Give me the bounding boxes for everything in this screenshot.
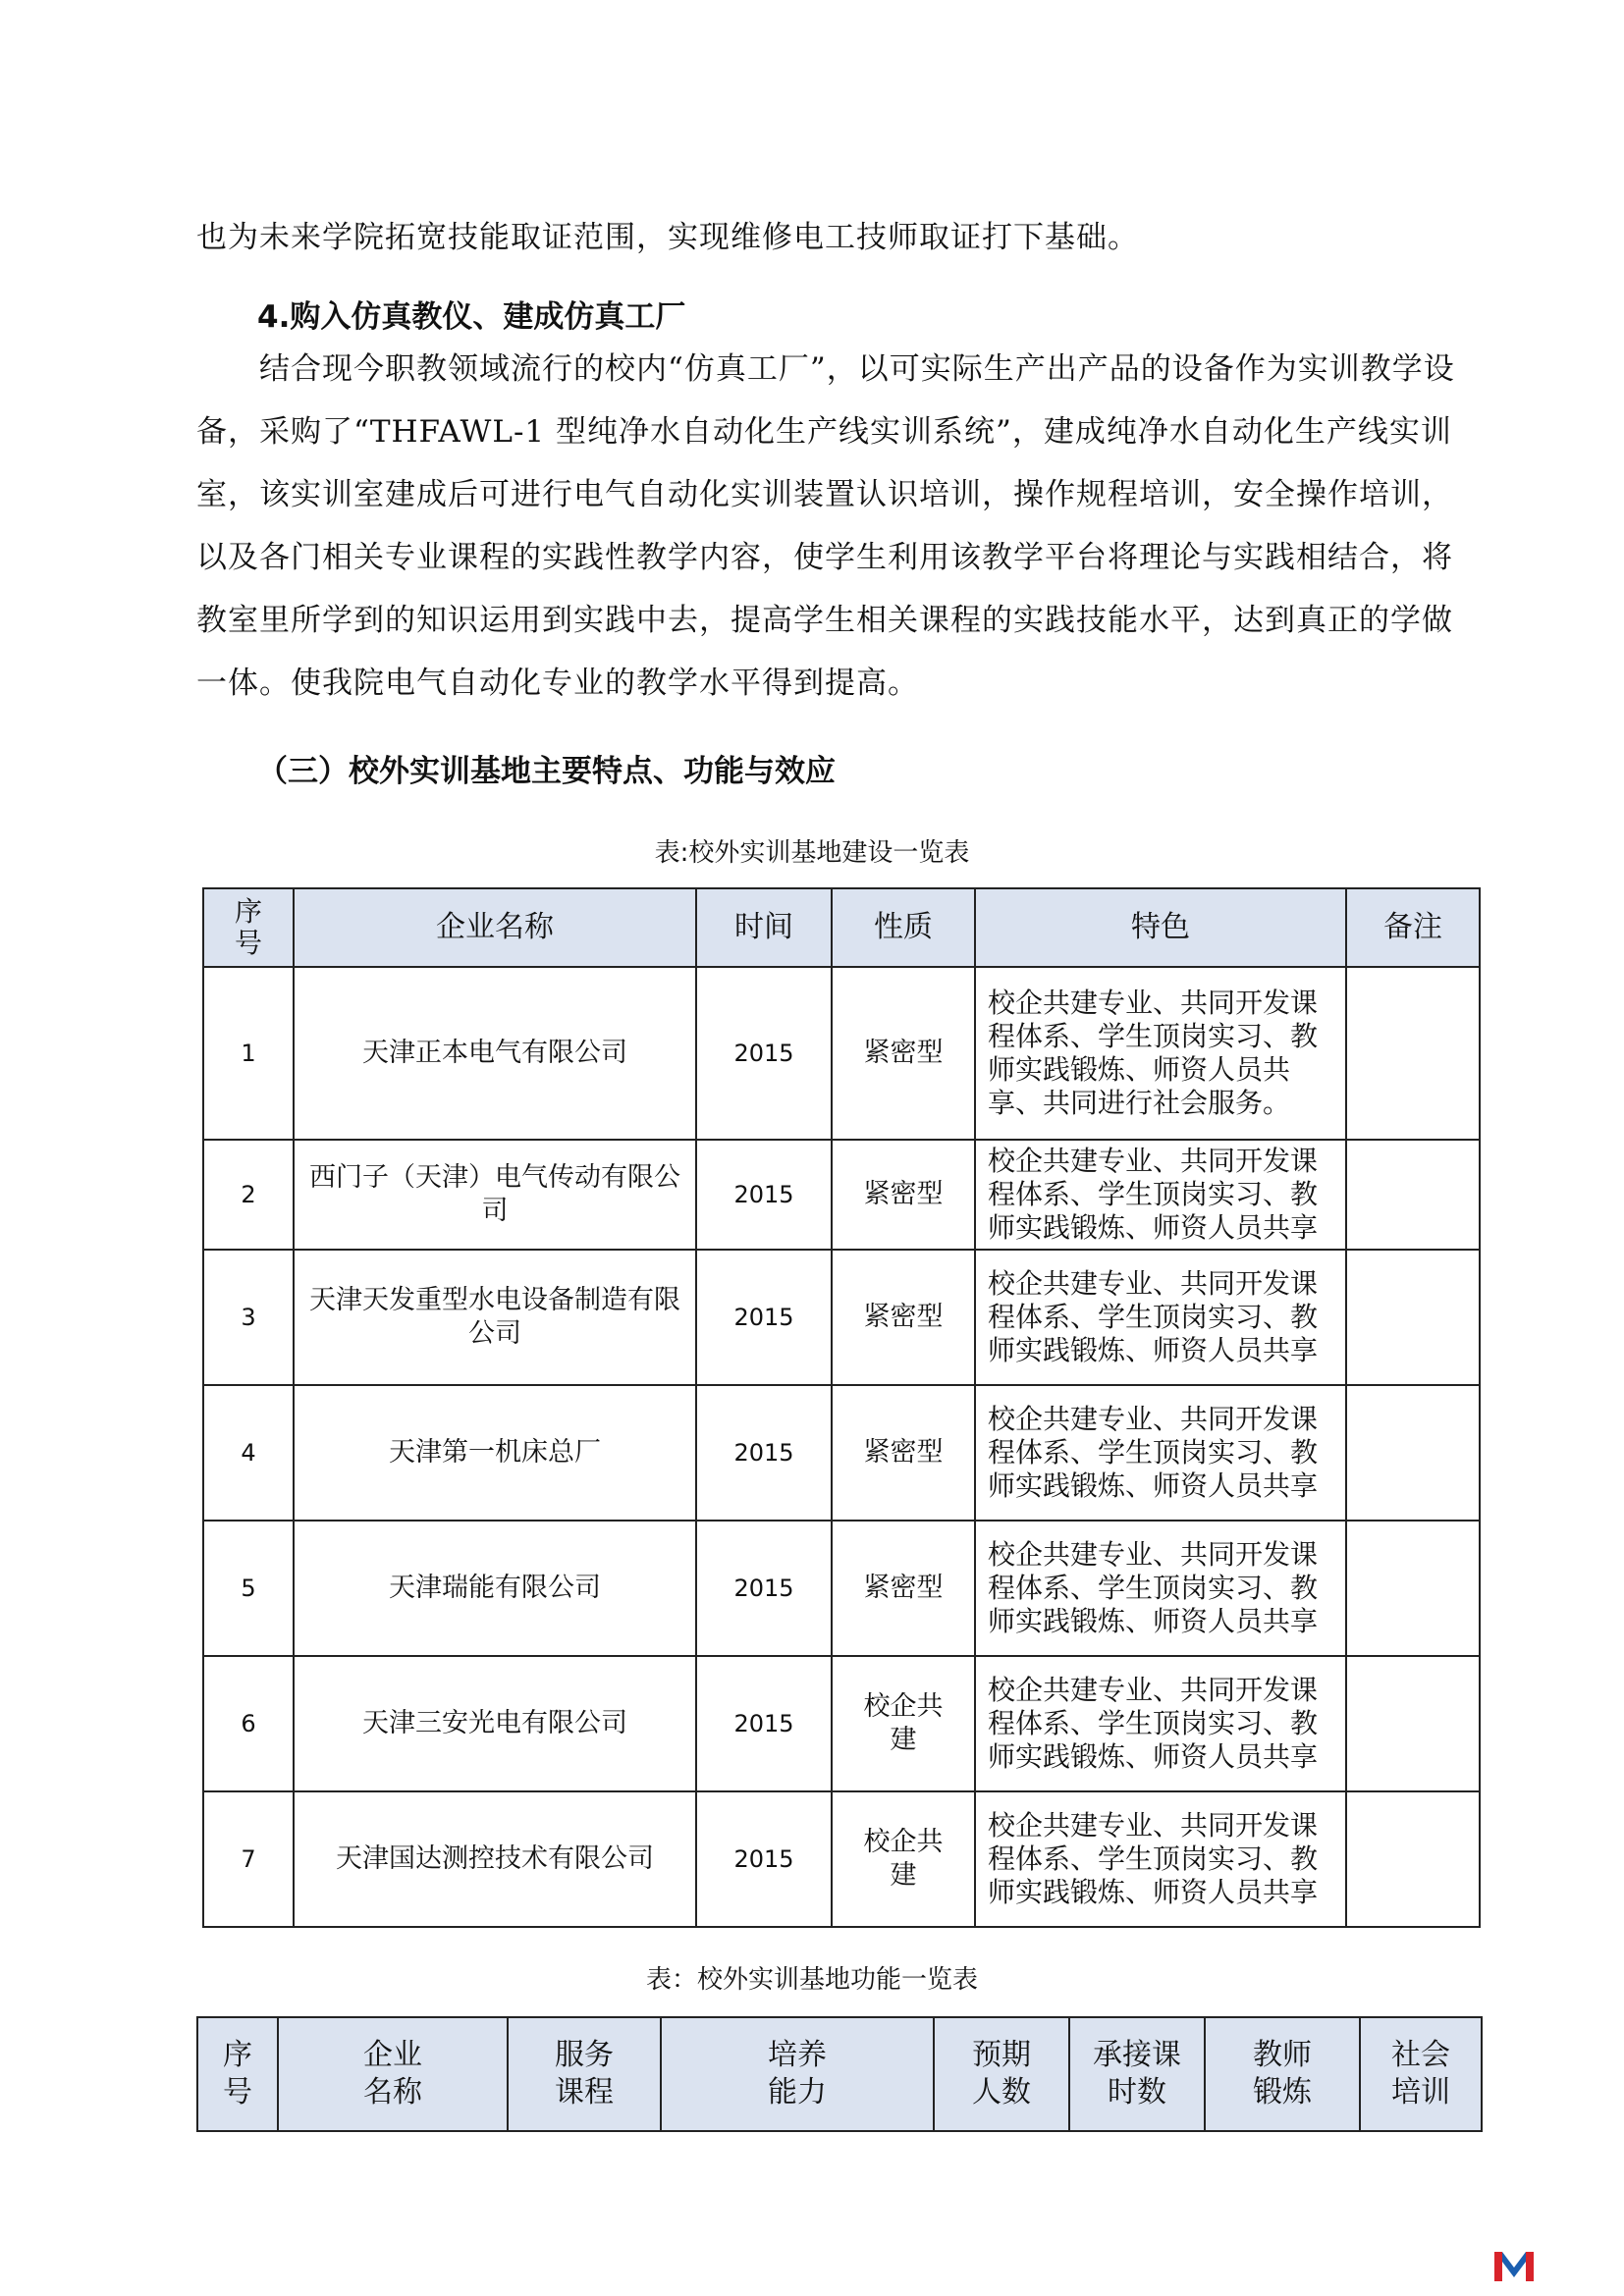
row-type: 紧密型 — [832, 967, 975, 1140]
row-feature: 校企共建专业、共同开发课程体系、学生顶岗实习、教师实践锻炼、师资人员共享 — [975, 1385, 1346, 1521]
col-header-teacher: 教师 锻炼 — [1205, 2017, 1360, 2131]
base-construction-table — [202, 887, 1481, 1928]
section-heading-4: 4.购入仿真教仪、建成仿真工厂 — [257, 299, 686, 335]
row-no: 7 — [203, 1791, 294, 1927]
row-year: 2015 — [696, 1521, 832, 1656]
col-header-feature: 特色 — [975, 888, 1346, 967]
row-year: 2015 — [696, 1791, 832, 1927]
row-type: 校企共建 — [832, 1656, 975, 1791]
publisher-logo-icon — [1494, 2248, 1534, 2283]
table-row — [203, 1656, 1480, 1791]
row-note — [1346, 1250, 1480, 1385]
row-type: 紧密型 — [832, 1140, 975, 1250]
col-header-course: 服务 课程 — [508, 2017, 661, 2131]
row-note — [1346, 1521, 1480, 1656]
row-feature: 校企共建专业、共同开发课程体系、学生顶岗实习、教师实践锻炼、师资人员共享 — [975, 1521, 1346, 1656]
table2-caption: 表：校外实训基地功能一览表 — [645, 1965, 978, 1995]
row-no: 3 — [203, 1250, 294, 1385]
row-note — [1346, 1385, 1480, 1521]
section-heading-3: （三）校外实训基地主要特点、功能与效应 — [257, 754, 836, 789]
row-no: 2 — [203, 1140, 294, 1250]
row-feature: 校企共建专业、共同开发课程体系、学生顶岗实习、教师实践锻炼、师资人员共享 — [975, 1656, 1346, 1791]
col-header-social: 社会 培训 — [1360, 2017, 1482, 2131]
col-header-type: 性质 — [832, 888, 975, 967]
row-company: 天津天发重型水电设备制造有限公司 — [294, 1250, 696, 1385]
col-header-year: 时间 — [696, 888, 832, 967]
row-type: 紧密型 — [832, 1521, 975, 1656]
col-header-ability: 培养 能力 — [661, 2017, 934, 2131]
row-no: 5 — [203, 1521, 294, 1656]
row-company: 西门子（天津）电气传动有限公司 — [294, 1140, 696, 1250]
row-type: 紧密型 — [832, 1250, 975, 1385]
row-type: 校企共建 — [832, 1791, 975, 1927]
row-no: 1 — [203, 967, 294, 1140]
col-header-expected: 预期 人数 — [934, 2017, 1069, 2131]
col-header-hours: 承接课 时数 — [1069, 2017, 1205, 2131]
row-company: 天津国达测控技术有限公司 — [294, 1791, 696, 1927]
table-row — [203, 1140, 1480, 1250]
col-header-note: 备注 — [1346, 888, 1480, 967]
row-company: 天津第一机床总厂 — [294, 1385, 696, 1521]
table-row — [203, 967, 1480, 1140]
row-feature: 校企共建专业、共同开发课程体系、学生顶岗实习、教师实践锻炼、师资人员共享、共同进行社会服务。 — [975, 967, 1346, 1140]
row-feature: 校企共建专业、共同开发课程体系、学生顶岗实习、教师实践锻炼、师资人员共享 — [975, 1140, 1346, 1250]
row-year: 2015 — [696, 1140, 832, 1250]
row-feature: 校企共建专业、共同开发课程体系、学生顶岗实习、教师实践锻炼、师资人员共享 — [975, 1250, 1346, 1385]
col-header-company: 企业名称 — [294, 888, 696, 967]
paragraph-simulation-factory: 结合现今职教领域流行的校内“仿真工厂”，以可实际生产出产品的设备作为实训教学设备，采购了“THFAWL-1 型纯净水自动化生产线实训系统”，建成纯净水自动化生产线实训室，该实训室建成后可进行电气自动化实训装置认识培训，操作规程培训，安全操作培训，以及各门相关专业课程的实践性教学内容，使学生利用该教学平台将理论与实践相结合，将教室里所学到的知识运用到实践中去，提高学生相关课程的实践技能水平，达到真正的学做一体。使我院电气自动化专业的教学水平得到提高。 — [196, 351, 1455, 701]
table-row — [203, 1521, 1480, 1656]
table-row — [203, 1791, 1480, 1927]
row-company: 天津瑞能有限公司 — [294, 1521, 696, 1656]
row-note — [1346, 1140, 1480, 1250]
row-no: 6 — [203, 1656, 294, 1791]
row-feature: 校企共建专业、共同开发课程体系、学生顶岗实习、教师实践锻炼、师资人员共享 — [975, 1791, 1346, 1927]
table2-header-row — [197, 2017, 1482, 2131]
row-no: 4 — [203, 1385, 294, 1521]
row-year: 2015 — [696, 1656, 832, 1791]
row-year: 2015 — [696, 1250, 832, 1385]
table1-header-row — [203, 888, 1480, 967]
table1-caption: 表:校外实训基地建设一览表 — [654, 838, 970, 868]
col-header-no: 序 号 — [197, 2017, 278, 2131]
row-note — [1346, 1656, 1480, 1791]
table-row — [203, 1385, 1480, 1521]
row-year: 2015 — [696, 967, 832, 1140]
col-header-no: 序号 — [203, 888, 294, 967]
paragraph-continuation: 也为未来学院拓宽技能取证范围，实现维修电工技师取证打下基础。 — [196, 220, 1139, 255]
row-note — [1346, 967, 1480, 1140]
row-type: 紧密型 — [832, 1385, 975, 1521]
row-year: 2015 — [696, 1385, 832, 1521]
row-note — [1346, 1791, 1480, 1927]
row-company: 天津正本电气有限公司 — [294, 967, 696, 1140]
row-company: 天津三安光电有限公司 — [294, 1656, 696, 1791]
col-header-company: 企业 名称 — [278, 2017, 508, 2131]
table-row — [203, 1250, 1480, 1385]
base-function-table — [196, 2016, 1483, 2132]
